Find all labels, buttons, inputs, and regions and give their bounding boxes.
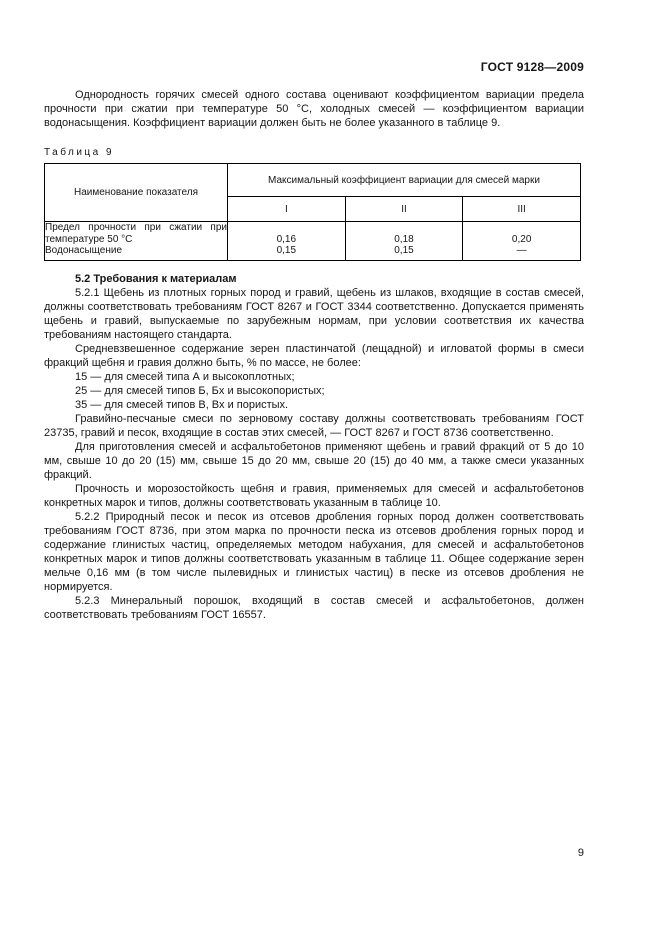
table-header-row-1 (45, 164, 581, 197)
table-caption: Таблица 9 (44, 147, 115, 158)
table-row (45, 222, 581, 246)
indicator-cell: Предел прочности при сжатии при температуре 50 °С (45, 222, 227, 245)
paragraph-5-2-3: 5.2.3 Минеральный порошок, входящий в состав смесей и асфальтобетонов, должен соответствовать требованиям ГОСТ 16557. (44, 594, 584, 621)
indicator-column-header: Наименование показателя (45, 164, 228, 222)
span-column-header: Максимальный коэффициент вариации для смесей марки (228, 164, 581, 197)
value-cell: 0,15 (345, 245, 463, 260)
intro-paragraph: Однородность горячих смесей одного состава оценивают коэффициентом вариации предела прочности при сжатии при температуре 50 °С, холодных смесей — коэффициентом вариации водонасыщения. Коэффициент вариации должен быть не более указанного в таблице 9. (44, 89, 584, 129)
paragraph-flaky-content: Средневзвешенное содержание зерен пластинчатой (лещадной) и игловатой формы в смеси фракций щебня и гравия должно быть, % по массе, не более: (44, 342, 584, 369)
paragraph-5-2-1: 5.2.1 Щебень из плотных горных пород и гравий, щебень из шлаков, входящие в состав смесей, должны соответствовать требованиям ГОСТ 8267 и ГОСТ 3344 соответственно. Допускается применять щебень и гравий, выпускаемые по зарубежным нормам, при условии соответствия их качества требованиям настоящего стандарта. (44, 286, 584, 341)
page-number: 9 (577, 847, 584, 859)
grade-column-i: I (228, 197, 346, 222)
running-header-doc-code: ГОСТ 9128—2009 (480, 60, 584, 74)
paragraph-strength-frost: Прочность и морозостойкость щебня и гравия, применяемых для смесей и асфальтобетонов конкретных марок и типов, должны соответствовать указанным в таблице 10. (44, 482, 584, 509)
indicator-cell: Водонасыщение (45, 245, 228, 260)
value-cell: 0,16 (228, 222, 346, 246)
flaky-limit-item: 15 — для смесей типа А и высокоплотных; (75, 370, 295, 383)
paragraph-5-2-2: 5.2.2 Природный песок и песок из отсевов дробления горных пород должен соответствовать требованиям ГОСТ 8736, при этом марка по прочности песка из отсевов дробления горных пород и содержание глинистых частиц, определяемых методом набухания, для смесей и асфальтобетонов конкретных марок и типов должны соответствовать указанным в таблице 11. Общее содержание зерен мельче 0,16 мм (в том числе пылевидных и глинистых частиц) в песке из отсевов дробления не нормируется. (44, 510, 584, 593)
paragraph-fractions: Для приготовления смесей и асфальтобетонов применяют щебень и гравий фракций от 5 до 10 мм, свыше 10 до 20 (15) мм, свыше 15 до 20 мм, свыше 20 (15) до 40 мм, а также смеси указанных фракций. (44, 440, 584, 481)
content-area (44, 0, 584, 622)
table-9 (44, 163, 581, 261)
section-5-2-heading: 5.2 Требования к материалам (75, 272, 237, 285)
value-cell: 0,20 (463, 222, 581, 246)
table-row (45, 245, 581, 260)
value-cell: 0,18 (345, 222, 463, 246)
value-cell: 0,15 (228, 245, 346, 260)
grade-column-ii: II (345, 197, 463, 222)
grade-column-iii: III (463, 197, 581, 222)
paragraph-gravel-sand: Гравийно-песчаные смеси по зерновому составу должны соответствовать требованиям ГОСТ 23735, гравий и песок, входящие в состав этих смесей, — ГОСТ 8267 и ГОСТ 8736 соответственно. (44, 412, 584, 439)
table-9-body (45, 222, 581, 261)
value-cell: — (463, 245, 581, 260)
flaky-limit-item: 35 — для смесей типов В, Вх и пористых. (75, 398, 289, 411)
table-9-header (45, 164, 581, 222)
flaky-limit-item: 25 — для смесей типов Б, Бх и высокопористых; (75, 384, 325, 397)
